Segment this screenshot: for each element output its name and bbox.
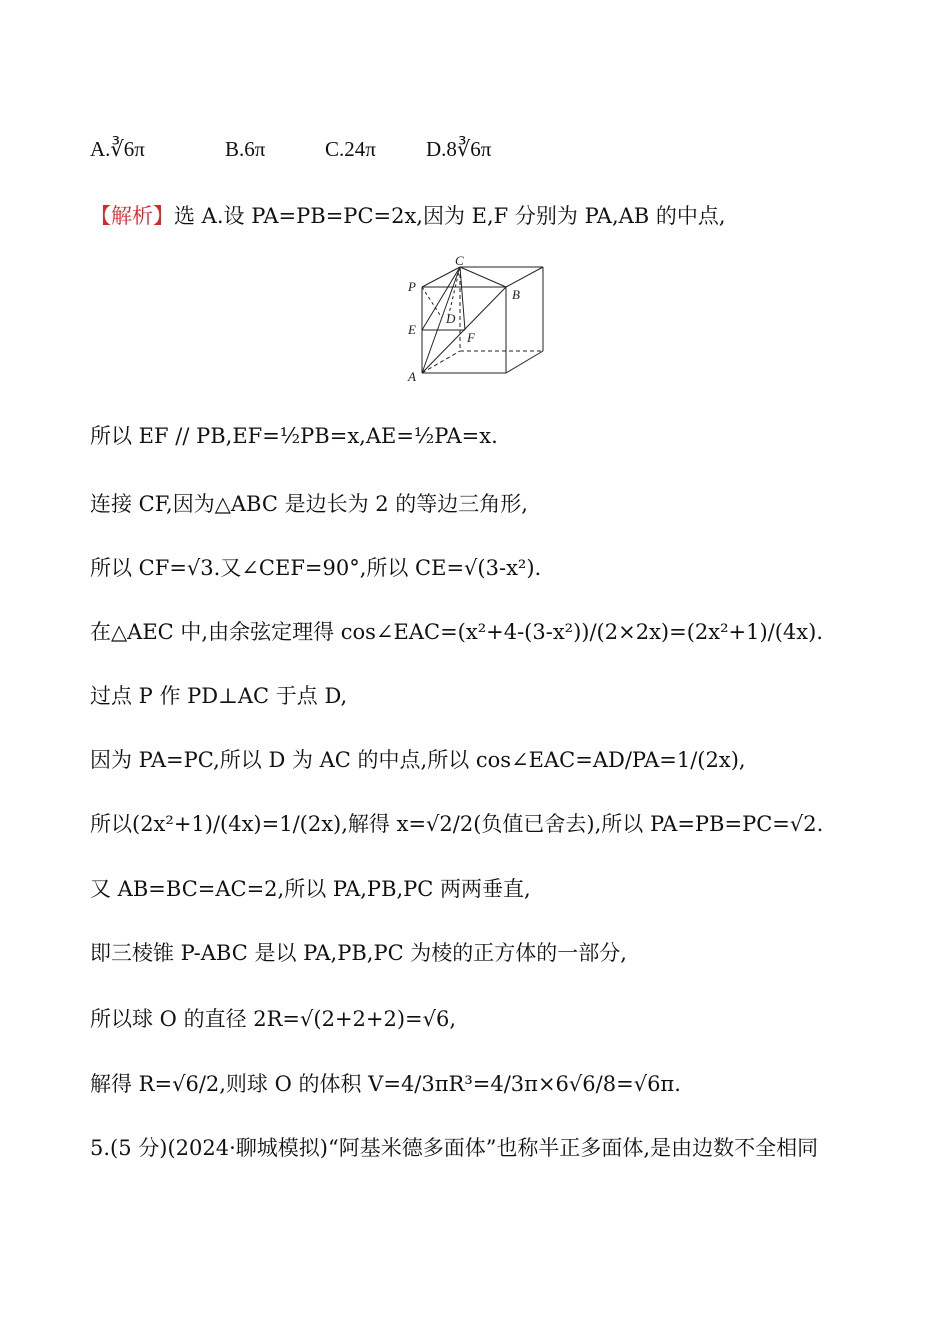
step-6: 因为 PA=PC,所以 D 为 AC 的中点,所以 cos∠EAC=AD/PA=1/(2x), <box>90 748 746 772</box>
solution-intro <box>90 200 726 230</box>
option-c: C.24π <box>325 137 376 161</box>
label-f: F <box>467 330 475 345</box>
step-1: 所以 EF // PB,EF=½PB=x,AE=½PA=x. <box>90 424 498 448</box>
step-4: 在△AEC 中,由余弦定理得 cos∠EAC=(x²+4-(3-x²))/(2×2x)=(2x²+1)/(4x). <box>90 620 823 644</box>
edge <box>506 267 543 287</box>
step-10: 所以球 O 的直径 2R=√(2+2+2)=√6, <box>90 1007 457 1031</box>
step-11: 解得 R=√6/2,则球 O 的体积 V=4/3πR³=4/3π×6√6/8=√6π. <box>90 1072 681 1096</box>
step-2: 连接 CF,因为△ABC 是边长为 2 的等边三角形, <box>90 492 528 516</box>
step-3: 所以 CF=√3.又∠CEF=90°,所以 CE=√(3-x²). <box>90 556 542 580</box>
hidden-edge <box>422 351 460 373</box>
solution-intro-text: 选 A.设 PA=PB=PC=2x,因为 E,F 分别为 PA,AB 的中点, <box>174 204 726 228</box>
next-problem: 5.(5 分)(2024·聊城模拟)“阿基米德多面体”也称半正多面体,是由边数不全相同 <box>90 1136 819 1160</box>
label-e: E <box>408 322 416 337</box>
option-d: D.8∛6π <box>426 137 492 161</box>
label-a: A <box>408 369 416 384</box>
cube-figure <box>400 253 550 385</box>
segment-cf <box>460 267 465 330</box>
label-b: B <box>512 287 520 302</box>
step-5: 过点 P 作 PD⊥AC 于点 D, <box>90 684 348 708</box>
step-8: 又 AB=BC=AC=2,所以 PA,PB,PC 两两垂直, <box>90 877 531 901</box>
solution-tag: 【解析】 <box>90 204 174 228</box>
label-c: C <box>455 253 464 268</box>
segment-cb <box>460 267 506 287</box>
step-7: 所以(2x²+1)/(4x)=1/(2x),解得 x=√2/2(负值已舍去),所以 PA=PB=PC=√2. <box>90 812 824 836</box>
step-9: 即三棱锥 P-ABC 是以 PA,PB,PC 为棱的正方体的一部分, <box>90 941 627 965</box>
label-p: P <box>408 279 416 294</box>
edge <box>506 351 543 373</box>
label-d: D <box>446 311 456 326</box>
option-a: A.∛6π <box>90 137 145 161</box>
option-b: B.6π <box>225 137 266 161</box>
